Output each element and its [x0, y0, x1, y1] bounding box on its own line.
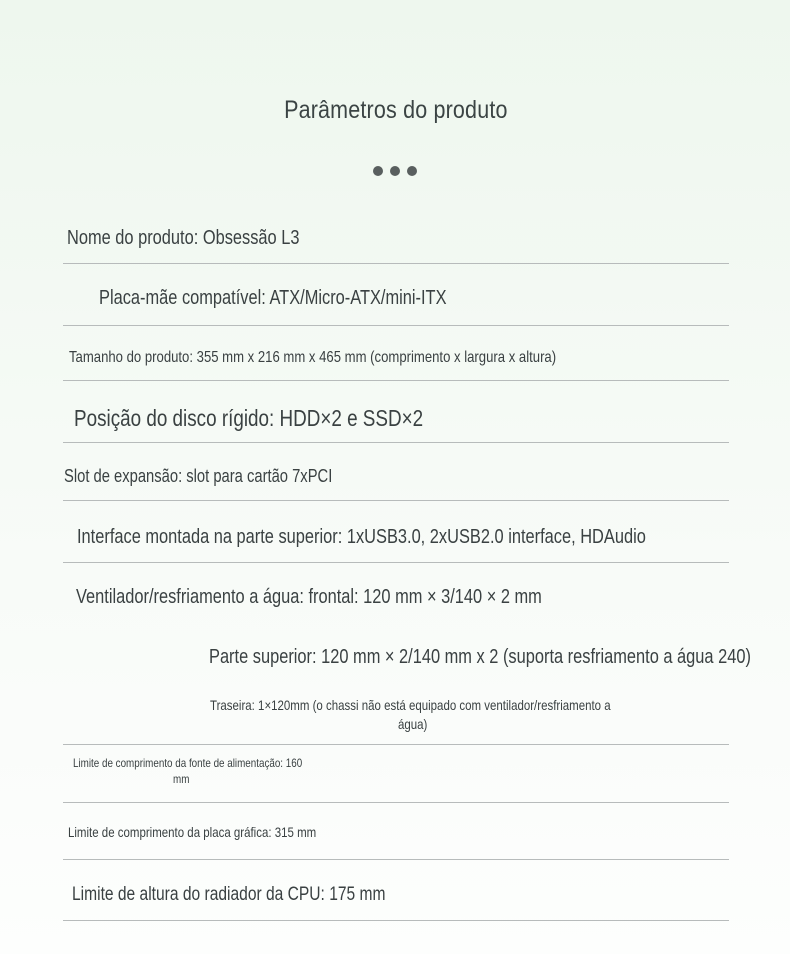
- spec-gpu-limit: Limite de comprimento da placa gráfica: 315 mm: [68, 824, 317, 840]
- row-divider: [63, 500, 729, 501]
- spec-cpu-cooler-limit: Limite de altura do radiador da CPU: 175 mm: [72, 884, 386, 905]
- row-divider: [63, 442, 729, 443]
- row-divider: [63, 263, 729, 264]
- spec-product-name: Nome do produto: Obsessão L3: [67, 227, 300, 249]
- page-title: Parâmetros do produto: [284, 96, 508, 124]
- dot: [390, 166, 400, 176]
- dot: [373, 166, 383, 176]
- spec-disk-position: Posição do disco rígido: HDD×2 e SSD×2: [74, 405, 424, 431]
- spec-top-interface: Interface montada na parte superior: 1xUSB3.0, 2xUSB2.0 interface, HDAudio: [77, 526, 646, 548]
- row-divider: [63, 380, 729, 381]
- spec-fan-top: Parte superior: 120 mm × 2/140 mm x 2 (suporta resfriamento a água 240): [209, 646, 751, 668]
- row-divider: [63, 325, 729, 326]
- spec-fan-cooling: Ventilador/resfriamento a água: frontal: 120 mm × 3/140 × 2 mm: [76, 586, 542, 608]
- spec-fan-rear-line2: água): [398, 716, 428, 732]
- spec-product-size: Tamanho do produto: 355 mm x 216 mm x 465 mm (comprimento x largura x altura): [69, 349, 557, 366]
- spec-fan-rear-line1: Traseira: 1×120mm (o chassi não está equipado com ventilador/resfriamento a: [210, 697, 611, 713]
- spec-expansion-slot: Slot de expansão: slot para cartão 7xPCI: [64, 466, 333, 486]
- dot: [407, 166, 417, 176]
- spec-motherboard: Placa-mãe compatível: ATX/Micro-ATX/mini-ITX: [99, 287, 447, 309]
- row-divider: [63, 802, 729, 803]
- row-divider: [63, 744, 729, 745]
- spec-psu-limit-line2: mm: [173, 772, 190, 786]
- row-divider: [63, 920, 729, 921]
- row-divider: [63, 859, 729, 860]
- row-divider: [63, 562, 729, 563]
- spec-psu-limit-line1: Limite de comprimento da fonte de alimentação: 160: [73, 756, 303, 770]
